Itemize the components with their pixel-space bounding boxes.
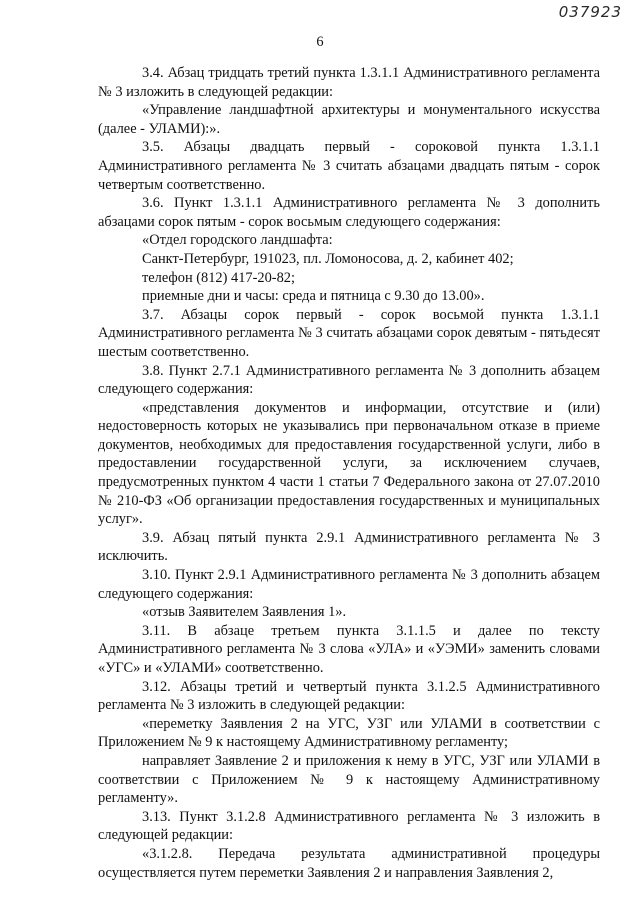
paragraph-phone: телефон (812) 417-20-82; (142, 269, 295, 286)
paragraph-ulami-name: «Управление ландшафтной архитектуры и монументального искусства (далее - УЛАМИ):». (98, 102, 600, 137)
paragraph-documents-clause: «представления документов и информации, отсутствие и (или) недостоверность которых не указывались при первоначальном отказе в приеме документов, необходимых для предоставления государственной услуги, либо в предоставлении государственной услуги, за исключением случаев, предусмотренных пунктом 4 части 1 статьи 7 Федерального закона от 27.07.2010 № 210-ФЗ «Об организации предоставления государственных и муниципальных услуг». (98, 399, 600, 528)
paragraph-3-1-2-8: «3.1.2.8. Передача результата административной процедуры осуществляется путем переметки Заявления 2 и направления Заявления 2, (98, 845, 600, 881)
paragraph-3-6: 3.6. Пункт 1.3.1.1 Административного регламента № 3 дополнить абзацами сорок пятым - сорок восьмым следующего содержания: (98, 195, 600, 230)
page-number: 6 (316, 34, 324, 50)
paragraph-3-13: 3.13. Пункт 3.1.2.8 Административного регламента № 3 изложить в следующей редакции: (98, 808, 600, 844)
paragraph-sends: направляет Заявление 2 и приложения к нему в УГС, УЗГ или УЛАМИ в соответствии с Приложением № 9 к настоящему Административному регламенту». (98, 752, 600, 807)
handwritten-registration-number: 037923 (558, 3, 622, 21)
paragraph-3-11: 3.11. В абзаце третьем пункта 3.1.1.5 и далее по тексту Административного регламента № 3 слова «УЛА» и «УЭМИ» заменить словами «УГС» и «УЛАМИ» соответственно. (98, 622, 600, 676)
paragraph-3-5: 3.5. Абзацы двадцать первый - сороковой пункта 1.3.1.1 Административного регламента № 3 считать абзацами двадцать пятым - сорок четвертым соответственно. (98, 139, 600, 193)
paragraph-3-8: 3.8. Пункт 2.7.1 Административного регламента № 3 дополнить абзацем следующего содержания: (98, 362, 600, 398)
paragraph-3-9: 3.9. Абзац пятый пункта 2.9.1 Административного регламента № 3 исключить. (98, 529, 600, 565)
paragraph-3-10: 3.10. Пункт 2.9.1 Административного регламента № 3 дополнить абзацем следующего содержания: (98, 567, 600, 602)
paragraph-3-4: 3.4. Абзац тридцать третий пункта 1.3.1.1 Административного регламента № 3 изложить в следующей редакции: (98, 65, 600, 100)
paragraph-3-7: 3.7. Абзацы сорок первый - сорок восьмой пункта 1.3.1.1 Административного регламента № 3 считать абзацами сорок девятым - пятьдесят шестым соответственно. (98, 306, 600, 360)
paragraph-withdrawal: «отзыв Заявителем Заявления 1». (142, 604, 347, 621)
paragraph-reception-hours: приемные дни и часы: среда и пятница с 9.30 до 13.00». (142, 288, 485, 305)
paragraph-department-name: «Отдел городского ландшафта: (142, 232, 333, 249)
paragraph-remark: «переметку Заявления 2 на УГС, УЗГ или УЛАМИ в соответствии с Приложением № 9 к настоящему Административному регламенту; (98, 715, 600, 751)
document-body (98, 64, 600, 882)
paragraph-address: Санкт-Петербург, 191023, пл. Ломоносова, д. 2, кабинет 402; (142, 250, 514, 267)
paragraph-3-12: 3.12. Абзацы третий и четвертый пункта 3.1.2.5 Административного регламента № 3 изложить в следующей редакции: (98, 678, 600, 714)
